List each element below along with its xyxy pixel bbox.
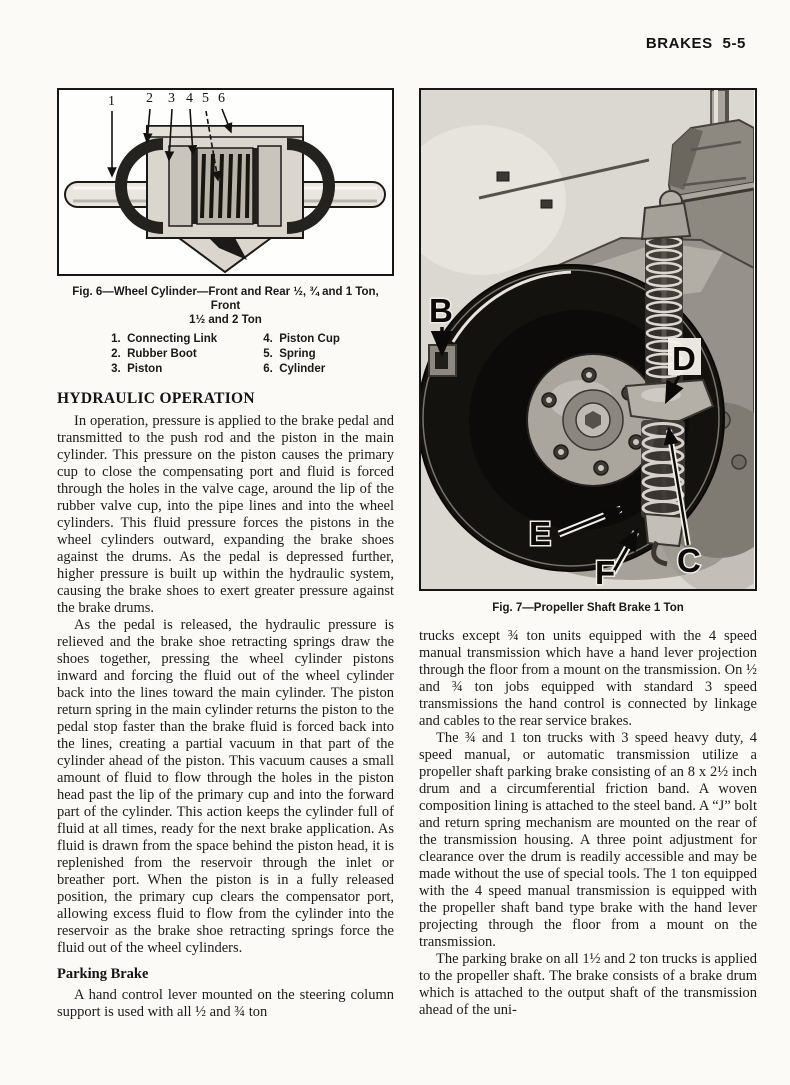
- figure6-callout-2: 2: [146, 91, 153, 106]
- paragraph-parking-continued: trucks except ¾ ton units equipped with the 4 speed manual transmission which have a hand lever projection through the floor from a mount on the transmission. On ½ and ¾ ton jobs equipped with standard 3 speed transmissions the hand control is connected by linkage and cables to the rear service brakes.: [419, 628, 757, 729]
- section-heading-hydraulic-operation: HYDRAULIC OPERATION: [57, 390, 255, 407]
- figure7-propeller-shaft-brake-photo: [419, 88, 757, 591]
- figure6-caption-line2: 1½ and 2 Ton: [189, 314, 262, 326]
- figure6-legend: [57, 332, 394, 377]
- figure7-callout-B: B: [429, 292, 453, 329]
- paragraph-parking-heavy-trucks: The parking brake on all 1½ and 2 ton trucks is applied to the propeller shaft. The brake consists of a brake drum which is attached to the output shaft of the transmission ahead of the uni-: [419, 951, 757, 1018]
- figure6-callout-3: 3: [168, 91, 175, 106]
- figure6-legend-right: [263, 332, 340, 377]
- legend-item: 2. Rubber Boot: [111, 348, 197, 360]
- left-column: [57, 88, 394, 1021]
- subheading-parking-brake: Parking Brake: [57, 966, 149, 982]
- figure7-caption: Fig. 7—Propeller Shaft Brake 1 Ton: [492, 602, 684, 614]
- figure7-callout-F: F: [595, 554, 616, 589]
- figure6-callout-1: 1: [108, 94, 115, 109]
- figure6-legend-left: [111, 332, 217, 377]
- figure7-callout-D: D: [672, 340, 696, 377]
- legend-item: 1. Connecting Link: [111, 333, 218, 345]
- figure6-callout-5: 5: [202, 91, 209, 106]
- paragraph-parking-brake: A hand control lever mounted on the steering column support is used with all ½ and ¾ ton: [57, 987, 394, 1020]
- paragraph-propeller-brake: The ¾ and 1 ton trucks with 3 speed heavy duty, 4 speed manual, or automatic transmission utilize a propeller shaft parking brake consisting of an 8 x 2½ inch drum and a circumferential friction band. A woven composition lining is attached to the steel band. A “J” bolt and return spring mechanism are mounted on the rear of the transmission housing. A three point adjustment for clearance over the drum is readily accessible and may be made without the use of special tools. The 1 ton equipped with the 4 speed manual transmission is equipped with the propeller shaft band type brake with the hand lever projecting through the floor from a mount on the transmission.: [419, 730, 757, 950]
- figure6-callout-6: 6: [218, 91, 225, 106]
- right-column: [419, 88, 757, 1019]
- figure6-caption-line1: Fig. 6—Wheel Cylinder—Front and Rear ½, ¾ and 1 Ton, Front: [72, 286, 379, 312]
- legend-item: 6. Cylinder: [263, 363, 326, 375]
- figure6-drawing: [59, 90, 391, 274]
- legend-item: 4. Piston Cup: [263, 333, 340, 345]
- legend-item: 3. Piston: [111, 363, 163, 375]
- figure7-callout-E: E: [529, 515, 552, 552]
- figure7-callout-C: C: [677, 542, 701, 579]
- figure6-caption: [57, 285, 394, 327]
- paragraph-hydraulic-1: In operation, pressure is applied to the brake pedal and transmitted to the push rod and the piston in the main cylinder. This pressure on the piston causes the primary cup to close the compensating port and fluid is forced through the holes in the valve cage, around the lip of the rubber valve cup, into the pipe lines and into the wheel cylinders. This fluid pressure forces the pistons in the wheel cylinders outward, expanding the brake shoes against the drums. As the pedal is depressed further, higher pressure is built up within the hydraulic system, causing the brake shoes to exert greater pressure against the brake drums.: [57, 413, 394, 616]
- figure6-callout-4: 4: [186, 91, 193, 106]
- figure6-wheel-cylinder-diagram: [57, 88, 394, 276]
- legend-item: 5. Spring: [263, 348, 316, 360]
- paragraph-hydraulic-2: As the pedal is released, the hydraulic pressure is relieved and the brake shoe retracting springs draw the shoes together, pressing the wheel cylinder pistons inward and forcing the fluid out of the wheel cylinder back into the lines toward the main cylinder. The piston return spring in the main cylinder returns the piston to the pedal stop faster than the brake fluid is forced back into the lines, creating a partial vacuum in that part of the cylinder ahead of the piston. This vacuum causes a small amount of fluid to flow through the holes in the piston head past the lip of the primary cup and into the forward part of the cylinder. This action keeps the cylinder full of fluid at all times, ready for the next brake application. As fluid is drawn from the space behind the piston head, it is replenished from the reservoir through the inlet or breather port. When the piston is in a fully released position, the primary cup clears the compensator port, allowing excess fluid to flow from the cylinder into the reservoir as the brake shoe retracting springs force the fluid out of the wheel cylinders.: [57, 617, 394, 956]
- page-header: BRAKES 5-5: [645, 35, 746, 52]
- figure7-photo: [421, 90, 754, 589]
